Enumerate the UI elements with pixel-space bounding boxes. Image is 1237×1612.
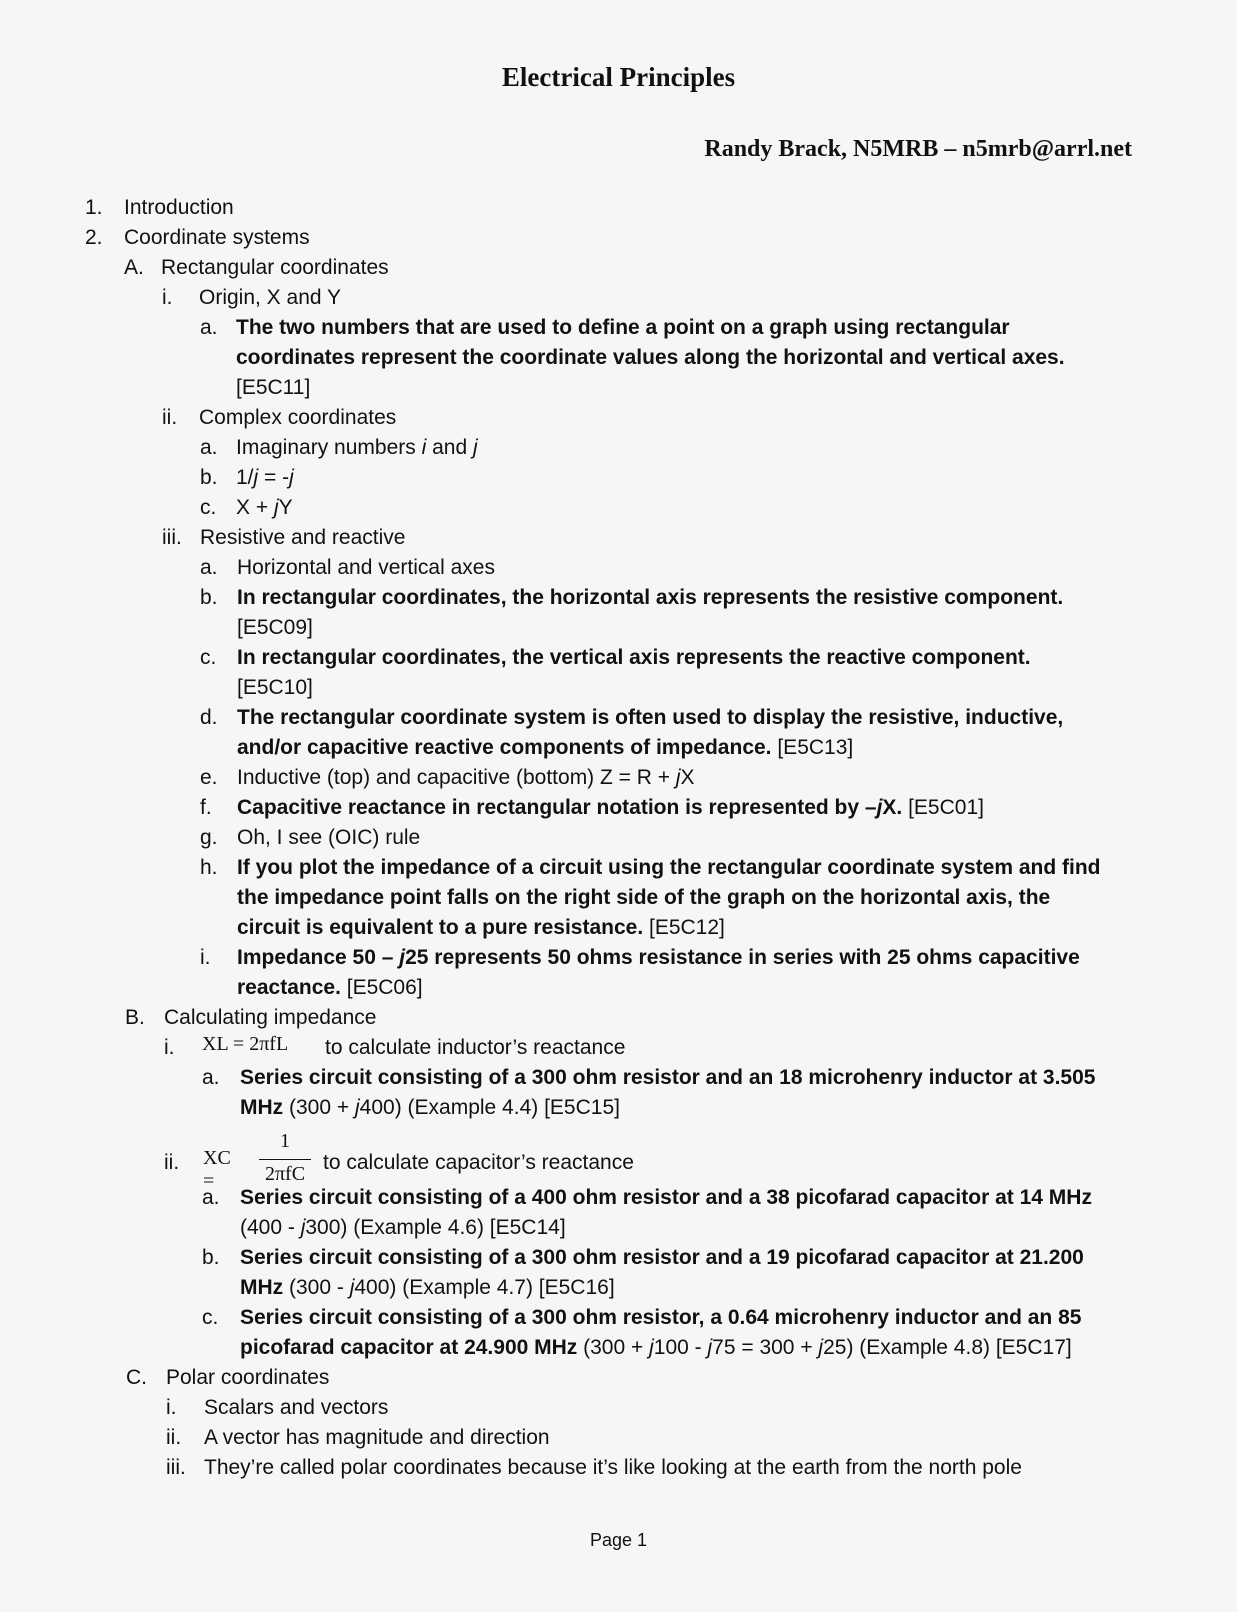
item-text: the impedance point falls on the right side of the graph on the horizontal axis, the	[237, 886, 1051, 909]
item-text: reactance. [E5C06]	[237, 976, 423, 999]
item-marker: iii.	[162, 526, 182, 549]
formula-lhs: XC =	[203, 1147, 231, 1192]
item-text: to calculate capacitor’s reactance	[323, 1151, 634, 1174]
page-number: Page 1	[589, 1530, 648, 1550]
item-text: MHz (300 + j400) (Example 4.4) [E5C15]	[240, 1096, 620, 1119]
item-text: Complex coordinates	[199, 406, 397, 429]
item-text: Oh, I see (OIC) rule	[237, 826, 421, 849]
inductive-reactance-formula: XL = 2πfL	[202, 1033, 289, 1055]
item-text: Scalars and vectors	[204, 1396, 389, 1419]
page-title: Electrical Principles	[501, 62, 736, 92]
item-marker: iii.	[166, 1456, 186, 1479]
outline-item	[0, 1063, 1237, 1093]
outline-item	[0, 793, 1237, 823]
outline-continuation	[0, 1333, 1237, 1363]
outline-item	[0, 763, 1237, 793]
outline-continuation	[0, 733, 1237, 763]
item-text: circuit is equivalent to a pure resistance. [E5C12]	[237, 916, 725, 939]
item-text: Capacitive reactance in rectangular notation is represented by –jX. [E5C01]	[237, 796, 984, 819]
item-marker: f.	[200, 796, 212, 819]
item-text: Series circuit consisting of a 300 ohm resistor and a 19 picofarad capacitor at 21.200	[240, 1246, 1084, 1269]
item-text: Calculating impedance	[164, 1006, 377, 1029]
outline-item	[0, 1423, 1237, 1453]
outline-item	[0, 523, 1237, 553]
item-text: Horizontal and vertical axes	[237, 556, 495, 579]
item-text: Imaginary numbers i and j	[236, 436, 478, 459]
item-marker: i.	[200, 946, 211, 969]
item-marker: d.	[200, 706, 218, 729]
item-text: A vector has magnitude and direction	[204, 1426, 550, 1449]
item-marker: b.	[202, 1246, 220, 1269]
item-text: The rectangular coordinate system is often used to display the resistive, inductive,	[237, 706, 1064, 729]
item-text: Impedance 50 – j25 represents 50 ohms resistance in series with 25 ohms capacitive	[237, 946, 1080, 969]
item-text: Polar coordinates	[166, 1366, 330, 1389]
outline-item	[0, 583, 1237, 613]
outline-item	[0, 643, 1237, 673]
outline-continuation	[0, 343, 1237, 373]
outline-continuation	[0, 973, 1237, 1003]
item-text: Resistive and reactive	[200, 526, 406, 549]
item-text: coordinates represent the coordinate values along the horizontal and vertical axes.	[236, 346, 1065, 369]
item-marker: B.	[125, 1006, 145, 1029]
question-tag: [E5C13]	[771, 736, 854, 759]
outline-item	[0, 463, 1237, 493]
item-text: They’re called polar coordinates because it’s like looking at the earth from the north pole	[204, 1456, 1022, 1479]
item-marker: c.	[200, 646, 217, 669]
item-text: Inductive (top) and capacitive (bottom) Z = R + jX	[237, 766, 695, 789]
outline-item	[0, 1393, 1237, 1423]
item-text: MHz (300 - j400) (Example 4.7) [E5C16]	[240, 1276, 615, 1299]
item-marker: ii.	[164, 1151, 180, 1174]
outline-item	[0, 1148, 1237, 1178]
outline-continuation	[0, 673, 1237, 703]
outline-item	[0, 1033, 1237, 1063]
item-marker: 1.	[85, 196, 103, 219]
outline-item	[0, 1303, 1237, 1333]
item-text: to calculate inductor’s reactance	[325, 1036, 626, 1059]
item-text: The two numbers that are used to define a point on a graph using rectangular	[236, 316, 1010, 339]
question-tag: [E5C06]	[340, 976, 423, 999]
item-text: X + jY	[236, 496, 293, 519]
item-marker: e.	[200, 766, 218, 789]
author-line: Randy Brack, N5MRB – n5mrb@arrl.net	[704, 136, 1132, 162]
item-text: Origin, X and Y	[199, 286, 342, 309]
outline-item	[0, 703, 1237, 733]
item-text: 1/j = -j	[236, 466, 294, 489]
question-tag: [E5C09]	[237, 616, 313, 639]
question-tag: [E5C11]	[236, 376, 311, 399]
question-tag: [E5C10]	[237, 676, 313, 699]
outline-item	[0, 1003, 1237, 1033]
item-marker: i.	[166, 1396, 177, 1419]
outline-item	[0, 313, 1237, 343]
outline-item	[0, 253, 1237, 283]
outline-item	[0, 823, 1237, 853]
outline-continuation	[0, 373, 1237, 403]
item-marker: c.	[202, 1306, 219, 1329]
item-marker: b.	[200, 466, 218, 489]
item-text: Series circuit consisting of a 400 ohm resistor and a 38 picofarad capacitor at 14 MHz	[240, 1186, 1092, 1209]
item-marker: a.	[202, 1186, 220, 1209]
outline-continuation	[0, 1213, 1237, 1243]
formula-denominator: 2πfC	[264, 1163, 306, 1185]
outline-item	[0, 1363, 1237, 1393]
item-text: Introduction	[124, 196, 234, 219]
outline-item	[0, 943, 1237, 973]
item-marker: a.	[200, 436, 218, 459]
outline-continuation	[0, 913, 1237, 943]
item-marker: c.	[200, 496, 217, 519]
outline-continuation	[0, 883, 1237, 913]
item-marker: ii.	[166, 1426, 182, 1449]
outline-item	[0, 553, 1237, 583]
outline-item	[0, 1243, 1237, 1273]
item-text: Rectangular coordinates	[161, 256, 389, 279]
item-text: Coordinate systems	[124, 226, 310, 249]
question-tag: [E5C12]	[643, 916, 725, 939]
outline-item	[0, 853, 1237, 883]
item-text: (400 - j300) (Example 4.6) [E5C14]	[240, 1216, 566, 1239]
outline-item	[0, 1453, 1237, 1483]
outline-continuation	[0, 613, 1237, 643]
outline-item	[0, 433, 1237, 463]
item-marker: a.	[200, 556, 218, 579]
outline-item	[0, 193, 1237, 223]
item-text: If you plot the impedance of a circuit using the rectangular coordinate system and find	[237, 856, 1101, 879]
item-marker: A.	[124, 256, 144, 279]
item-marker: i.	[164, 1036, 175, 1059]
item-text: In rectangular coordinates, the vertical axis represents the reactive component.	[237, 646, 1031, 669]
item-marker: g.	[200, 826, 218, 849]
item-marker: 2.	[85, 226, 103, 249]
item-text: In rectangular coordinates, the horizontal axis represents the resistive component.	[237, 586, 1064, 609]
item-marker: h.	[200, 856, 218, 879]
outline-item	[0, 1183, 1237, 1213]
item-marker: a.	[202, 1066, 220, 1089]
item-marker: b.	[200, 586, 218, 609]
question-tag: [E5C01]	[902, 796, 984, 819]
outline-item	[0, 223, 1237, 253]
fraction-bar	[259, 1159, 311, 1160]
item-text: picofarad capacitor at 24.900 MHz (300 + j100 - j75 = 300 + j25) (Example 4.8) [E5C17]	[240, 1336, 1072, 1359]
outline-continuation	[0, 1093, 1237, 1123]
item-text: Series circuit consisting of a 300 ohm resistor, a 0.64 microhenry inductor and an 85	[240, 1306, 1082, 1329]
item-marker: a.	[200, 316, 218, 339]
outline-continuation	[0, 1273, 1237, 1303]
item-text: and/or capacitive reactive components of impedance. [E5C13]	[237, 736, 854, 759]
outline-item	[0, 403, 1237, 433]
outline-item	[0, 493, 1237, 523]
item-text: Series circuit consisting of a 300 ohm resistor and an 18 microhenry inductor at 3.505	[240, 1066, 1096, 1089]
item-marker: i.	[162, 286, 173, 309]
item-marker: C.	[126, 1366, 147, 1389]
outline-item	[0, 283, 1237, 313]
formula-numerator: 1	[280, 1130, 290, 1152]
item-marker: ii.	[162, 406, 178, 429]
